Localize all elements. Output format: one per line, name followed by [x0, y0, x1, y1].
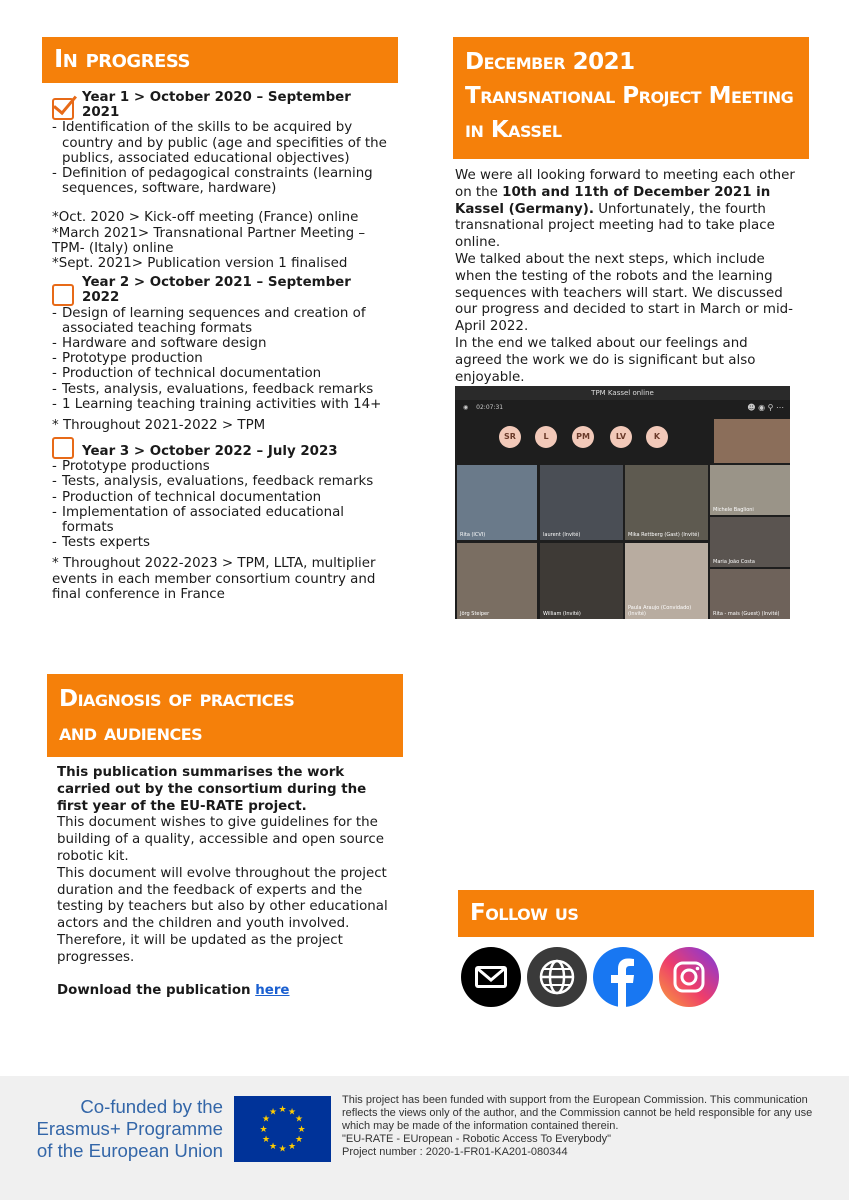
meeting-toolbar [455, 400, 790, 416]
meeting-paragraph: In the end we talked about our feelings and agreed the work we do is significant but also enjoyable. [455, 335, 756, 385]
svg-text:★: ★ [287, 1142, 297, 1152]
window-title: TPM Kassel online [455, 386, 790, 400]
footer [0, 1076, 849, 1200]
svg-text:★: ★ [261, 1135, 271, 1145]
svg-text:★: ★ [278, 1105, 287, 1115]
tile-label: Jörg Steiper [460, 611, 490, 617]
tile-label: Paula Araujo (Convidado) (Invité) [628, 605, 692, 617]
shield-icon: ◉ [463, 404, 469, 411]
video-tile [714, 419, 790, 463]
tile-label: William (Invité) [543, 611, 581, 617]
avatar: LV [610, 426, 632, 448]
download-link[interactable]: here [255, 982, 290, 998]
svg-text:★: ★ [294, 1114, 304, 1125]
in-progress-content [52, 88, 392, 602]
video-tile [540, 543, 623, 619]
meeting-title-line: December 2021 [465, 49, 635, 75]
svg-text:★: ★ [297, 1125, 306, 1135]
list-item: - Identification of the skills to be acquired by country and by public (age and specifities of the publics, associated educational objectives) [52, 120, 392, 166]
avatar: PM [572, 426, 594, 448]
video-tile [710, 465, 790, 515]
list-item: - Prototype production [52, 351, 392, 366]
video-tile [710, 517, 790, 567]
list-item: - Design of learning sequences and creation of associated teaching formats [52, 306, 392, 336]
diagnosis-text [57, 765, 397, 999]
empty-checkbox-icon [52, 284, 74, 306]
disclaimer [342, 1094, 822, 1159]
svg-text:★: ★ [261, 1114, 271, 1125]
year3-note: * Throughout 2022-2023 > TPM, LLTA, multiplier events in each member consortium country and final conference in France [52, 556, 376, 602]
year1-note: *Oct. 2020 > Kick-off meeting (France) online [52, 210, 359, 226]
svg-text:★: ★ [287, 1107, 297, 1118]
svg-text:★: ★ [294, 1135, 304, 1145]
video-tile [625, 465, 708, 540]
video-tile [457, 543, 537, 619]
diagnosis-paragraph: This document will evolve throughout the project duration and the feedback of experts and the testing by teachers but also by other educational actors and the children and youth involved. Therefore, it will be updated as the project progresses. [57, 865, 388, 965]
list-item: - Hardware and software design [52, 336, 392, 351]
year2-heading-row [52, 275, 392, 305]
eu-flag-icon [234, 1096, 331, 1162]
list-item: - Tests, analysis, evaluations, feedback remarks [52, 474, 392, 489]
meeting-date-bold: 10th and 11th of December 2021 in Kassel (Germany). [455, 184, 771, 217]
instagram-icon[interactable] [659, 947, 719, 1007]
list-item: - Implementation of associated educational formats [52, 505, 392, 535]
meeting-title-line: in Kassel [465, 117, 562, 143]
meeting-banner [453, 37, 809, 159]
diagnosis-banner [47, 674, 403, 757]
checked-box-icon [52, 98, 74, 120]
year2-heading: Year 2 > October 2021 – September 2022 [82, 275, 351, 306]
diagnosis-paragraph: This document wishes to give guidelines for the building of a quality, accessible and open source robotic kit. [57, 815, 384, 864]
meeting-timer: 02:07:31 [476, 404, 504, 411]
facebook-icon[interactable] [593, 947, 653, 1007]
avatar: K [646, 426, 668, 448]
video-tile [457, 465, 537, 540]
meeting-paragraph: We talked about the next steps, which include when the testing of the robots and the learning sequences with teachers will start. We discussed our progress and decided to start in March or mid-April 2022. [455, 251, 794, 335]
download-line [57, 983, 397, 1000]
list-item: - Tests experts [52, 535, 392, 550]
video-tile [625, 543, 708, 619]
diagnosis-intro: This publication summarises the work carried out by the consortium during the first year of the EU-RATE project. [57, 765, 367, 814]
list-item: - Definition of pedagogical constraints (learning sequences, software, hardware) [52, 166, 392, 196]
tile-label: Mika Rettberg (Gast) (Invité) [628, 532, 700, 538]
diagnosis-title-line: and audiences [59, 720, 203, 746]
project-number: Project number : 2020-1-FR01-KA201-080344 [342, 1146, 568, 1158]
tile-label: Rita (ICVI) [460, 532, 486, 538]
year3-heading: Year 3 > October 2022 – July 2023 [82, 444, 338, 460]
year3-heading-row [52, 437, 392, 459]
cofunded-line: Co-funded by the [80, 1096, 223, 1117]
svg-text:★: ★ [268, 1142, 278, 1152]
follow-title: Follow us [470, 900, 579, 926]
list-item: - 1 Learning teaching training activities with 14+ [52, 397, 392, 412]
video-tile [540, 465, 623, 540]
empty-checkbox-icon [52, 437, 74, 459]
year2-list [52, 306, 392, 412]
mail-icon[interactable] [461, 947, 521, 1007]
cofunded-text [18, 1096, 223, 1162]
year1-heading: Year 1 > October 2020 – September 2021 [82, 90, 351, 121]
tile-label: Maria João Costa [713, 559, 755, 565]
disclaimer-text: This project has been funded with support from the European Commission. This communication reflects the views only of the author, and the Commission cannot be held responsible for any use which may be made of the information contained therein. [342, 1094, 813, 1132]
svg-text:★: ★ [268, 1107, 278, 1118]
list-item: - Tests, analysis, evaluations, feedback remarks [52, 382, 392, 397]
list-item: - Production of technical documentation [52, 366, 392, 381]
project-name: "EU-RATE - EUropean - Robotic Access To Everybody" [342, 1133, 612, 1145]
cofunded-line: of the European Union [36, 1140, 223, 1161]
tile-label: laurent (Invité) [543, 532, 581, 538]
cofunded-line: Erasmus+ Programme [36, 1118, 223, 1139]
tile-label: Rita - mais (Guest) (Invité) [713, 611, 780, 617]
meeting-screenshot [455, 386, 790, 619]
year1-heading-row [52, 90, 392, 120]
globe-icon[interactable] [527, 947, 587, 1007]
list-item: - Prototype productions [52, 459, 392, 474]
year1-list [52, 120, 392, 196]
download-label: Download the publication [57, 982, 256, 998]
meeting-text [455, 168, 795, 386]
list-item: - Production of technical documentation [52, 490, 392, 505]
tile-label: Michele Baglioni [713, 507, 754, 513]
avatar: L [535, 426, 557, 448]
social-icons [461, 947, 719, 1007]
svg-text:★: ★ [278, 1144, 287, 1155]
svg-text:★: ★ [259, 1125, 268, 1135]
meeting-title-line: Transnational Project Meeting [465, 83, 794, 109]
diagnosis-title-line: Diagnosis of practices [59, 686, 295, 712]
meeting-paragraph [455, 168, 795, 252]
follow-banner [458, 890, 814, 937]
year1-note: *March 2021> Transnational Partner Meeting – TPM- (Italy) online [52, 225, 366, 256]
in-progress-banner [42, 37, 398, 83]
year3-list [52, 459, 392, 550]
meeting-text-run: We were all looking forward to meeting each other on the [455, 168, 795, 200]
avatar: SR [499, 426, 521, 448]
year2-note: * Throughout 2021-2022 > TPM [52, 418, 266, 434]
toolbar-icons: ☻ ◉ ⚲ ⋯ [747, 403, 784, 412]
meeting-text-run: Unfortunately, the fourth transnational project meeting had to take place online. [455, 201, 775, 251]
video-tile [710, 569, 790, 619]
in-progress-title: In progress [54, 44, 190, 73]
year1-note: *Sept. 2021> Publication version 1 finalised [52, 256, 348, 272]
